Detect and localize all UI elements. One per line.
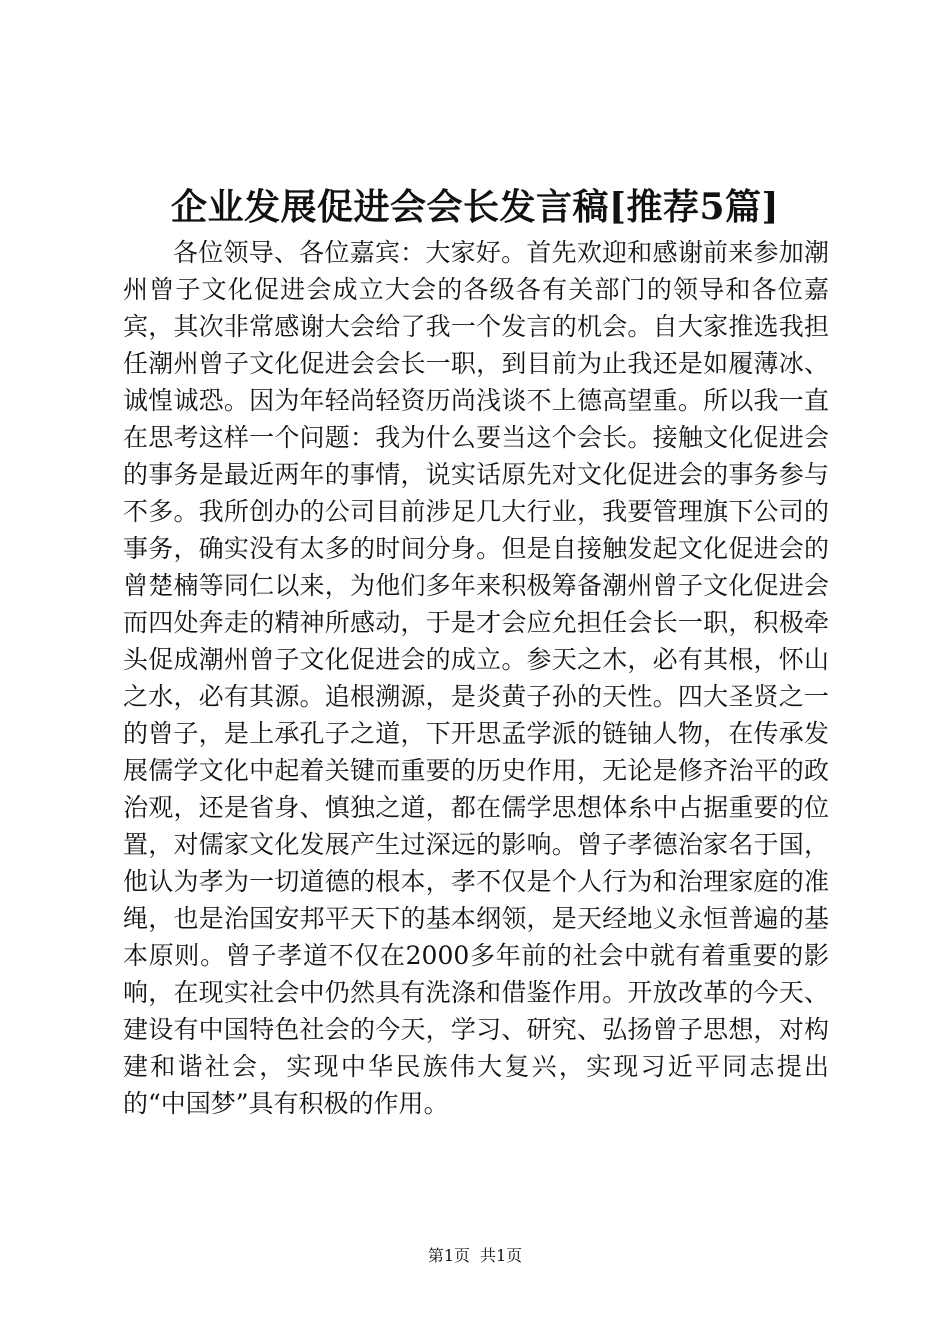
document-title: 企业发展促进会会长发言稿[推荐5篇] [170, 186, 780, 228]
document-body-paragraph: 各位领导、各位嘉宾：大家好。首先欢迎和感谢前来参加潮州曾子文化促进会成立大会的各级各有关部门的领导和各位嘉宾，其次非常感谢大会给了我一个发言的机会。自大家推选我担任潮州曾子文化促进会会长一职，到目前为止我还是如履薄冰、诚惶诚恐。因为年轻尚轻资历尚浅谈不上德高望重。所以我一直在思考这样一个问题：我为什么要当这个会长。接触文化促进会的事务是最近两年的事情，说实话原先对文化促进会的事务参与不多。我所创办的公司目前涉足几大行业，我要管理旗下公司的事务，确实没有太多的时间分身。但是自接触发起文化促进会的曾楚楠等同仁以来，为他们多年来积极筹备潮州曾子文化促进会而四处奔走的精神所感动，于是才会应允担任会长一职，积极牵头促成潮州曾子文化促进会的成立。参天之木，必有其根，怀山之水，必有其源。追根溯源，是炎黄子孙的天性。四大圣贤之一的曾子，是上承孔子之道，下开思孟学派的链铀人物，在传承发展儒学文化中起着关键而重要的历史作用，无论是修齐治平的政治观，还是省身、慎独之道，都在儒学思想体糸中占据重要的位置，对儒家文化发展产生过深远的影响。曾子孝德治家名于国，他认为孝为一切道德的根本，孝不仅是个人行为和治理家庭的准绳，也是治国安邦平天下的基本纲领，是天经地义永恒普遍的基本原则。曾子孝道不仅在2000多年前的社会中就有着重要的影响，在现实社会中仍然具有洗涤和借鉴作用。开放改革的今天、建设有中国特色社会的今天，学习、研究、弘扬曾子思想，对构建和谐社会，实现中华民族伟大复兴，实现习近平同志提出的“中国梦”具有积极的作用。 [123, 238, 829, 1118]
page-footer [0, 1244, 950, 1268]
page-number: 第1页 [427, 1246, 470, 1265]
page-total: 共1页 [480, 1246, 523, 1265]
